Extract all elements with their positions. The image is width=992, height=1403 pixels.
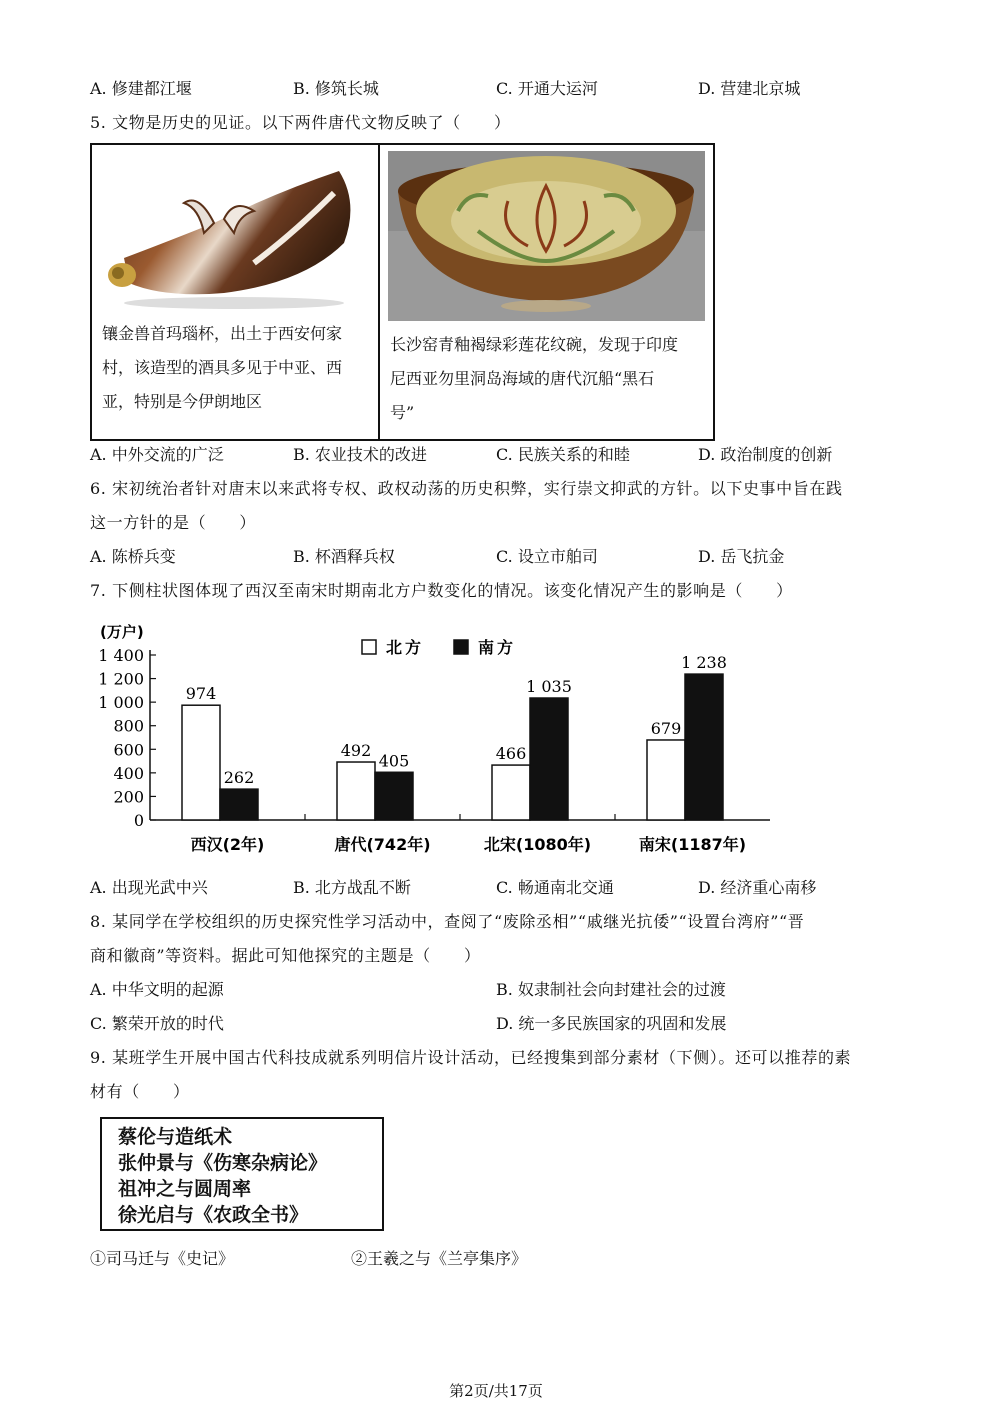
- category-label: 北宋(1080年): [483, 835, 592, 854]
- y-tick-label: 600: [113, 740, 144, 760]
- q5-stem: 5. 文物是历史的见证。以下两件唐代文物反映了（ ）: [90, 113, 511, 132]
- category-label: 南宋(1187年): [638, 835, 747, 854]
- q4-option-a: A. 修建都江堰: [90, 79, 192, 98]
- q7-option-b: B. 北方战乱不断: [293, 878, 411, 897]
- q7-option-d: D. 经济重心南移: [698, 878, 817, 897]
- y-tick-label: 1 200: [98, 669, 144, 689]
- q8-stem-line2: 商和徽商”等资料。据此可知他探究的主题是（ ）: [90, 946, 481, 965]
- agate-rhyton-image: [104, 163, 366, 313]
- q6-stem-line1: 6. 宋初统治者针对唐末以来武将专权、政权动荡的历史积弊，实行崇文抑武的方针。以下史事中旨在践: [90, 479, 843, 498]
- bar-value-label: 974: [185, 684, 217, 704]
- chart-svg: [90, 615, 790, 865]
- q5-artifact-table: [90, 143, 715, 441]
- bar-value-label: 492: [340, 741, 372, 761]
- material-line: 徐光启与《农政全书》: [118, 1204, 309, 1226]
- legend-swatch: [362, 640, 376, 654]
- q6-option-c: C. 设立市舶司: [496, 547, 598, 566]
- q8-option-d: D. 统一多民族国家的巩固和发展: [496, 1014, 727, 1033]
- y-tick-label: 400: [113, 763, 144, 783]
- q8-option-b: B. 奴隶制社会向封建社会的过渡: [496, 980, 726, 999]
- household-bar-chart: [90, 615, 790, 865]
- q4-option-b: B. 修筑长城: [293, 79, 379, 98]
- q7-option-c: C. 畅通南北交通: [496, 878, 614, 897]
- right-caption-line: 尼西亚勿里洞岛海域的唐代沉船“黑石: [390, 369, 655, 388]
- q5-option-c: C. 民族关系的和睦: [496, 445, 630, 464]
- q5-option-b: B. 农业技术的改进: [293, 445, 427, 464]
- left-caption-line: 亚，特别是今伊朗地区: [102, 392, 263, 411]
- q7-stem: 7. 下侧柱状图体现了西汉至南宋时期南北方户数变化的情况。该变化情况产生的影响是（ ）: [90, 581, 793, 600]
- bar-value-label: 1 238: [681, 653, 727, 673]
- q8-option-c: C. 繁荣开放的时代: [90, 1014, 224, 1033]
- material-line: 蔡伦与造纸术: [118, 1126, 233, 1148]
- bar-北方: [182, 705, 220, 820]
- category-label: 西汉(2年): [190, 835, 265, 854]
- q6-stem-line2: 这一方针的是（ ）: [90, 513, 257, 532]
- page-footer: 第2页/共17页: [449, 1382, 543, 1400]
- bar-南方: [685, 674, 723, 820]
- bar-南方: [530, 698, 568, 820]
- bar-北方: [492, 765, 530, 820]
- q9-stem-line1: 9. 某班学生开展中国古代科技成就系列明信片设计活动，已经搜集到部分素材（下侧）。还可以推荐的素: [90, 1048, 852, 1067]
- right-caption-line: 号”: [390, 403, 415, 422]
- bar-value-label: 405: [378, 751, 410, 771]
- bar-南方: [375, 772, 413, 820]
- bar-value-label: 1 035: [526, 677, 572, 697]
- left-caption-line: 村，该造型的酒具多见于中亚、西: [102, 358, 343, 377]
- changsha-bowl-image: [388, 151, 705, 321]
- y-tick-label: 200: [113, 787, 144, 807]
- material-line: 张仲景与《伤寒杂病论》: [118, 1152, 328, 1174]
- q8-stem-line1: 8. 某同学在学校组织的历史探究性学习活动中，查阅了“废除丞相”“戚继光抗倭”“设置台湾府”“晋: [90, 912, 805, 931]
- q6-option-b: B. 杯酒释兵权: [293, 547, 395, 566]
- q9-stem-line2: 材有（ ）: [90, 1082, 190, 1101]
- q4-option-d: D. 营建北京城: [698, 79, 801, 98]
- bar-value-label: 466: [495, 744, 527, 764]
- table-divider: [378, 145, 380, 439]
- q5-option-a: A. 中外交流的广泛: [90, 445, 224, 464]
- left-caption-line: 镶金兽首玛瑙杯，出土于西安何家: [102, 324, 343, 343]
- q9-item-1: ①司马迁与《史记》: [90, 1249, 235, 1268]
- q7-option-a: A. 出现光武中兴: [90, 878, 208, 897]
- q6-option-a: A. 陈桥兵变: [90, 547, 176, 566]
- q9-item-2: ②王羲之与《兰亭集序》: [351, 1249, 528, 1268]
- bar-南方: [220, 789, 258, 820]
- legend-label: 南方: [478, 638, 517, 657]
- legend-swatch: [454, 640, 468, 654]
- bar-北方: [337, 762, 375, 820]
- material-line: 祖冲之与圆周率: [118, 1178, 252, 1200]
- y-tick-label: 1 000: [98, 693, 144, 713]
- y-axis-label: (万户): [100, 623, 144, 641]
- q5-option-d: D. 政治制度的创新: [698, 445, 833, 464]
- bar-value-label: 679: [650, 718, 682, 738]
- q5-right-caption: [390, 328, 710, 430]
- y-tick-label: 0: [133, 811, 144, 830]
- legend-label: 北方: [386, 638, 425, 657]
- q5-left-caption: [102, 317, 372, 419]
- y-tick-label: 1 400: [98, 646, 144, 665]
- category-label: 唐代(742年): [334, 835, 431, 854]
- bar-value-label: 262: [223, 768, 255, 788]
- right-caption-line: 长沙窑青釉褐绿彩莲花纹碗，发现于印度: [390, 335, 679, 354]
- q9-material-box: [100, 1117, 384, 1231]
- q4-option-c: C. 开通大运河: [496, 79, 598, 98]
- q6-option-d: D. 岳飞抗金: [698, 547, 785, 566]
- y-tick-label: 800: [113, 716, 144, 736]
- q8-option-a: A. 中华文明的起源: [90, 980, 224, 999]
- bar-北方: [647, 740, 685, 820]
